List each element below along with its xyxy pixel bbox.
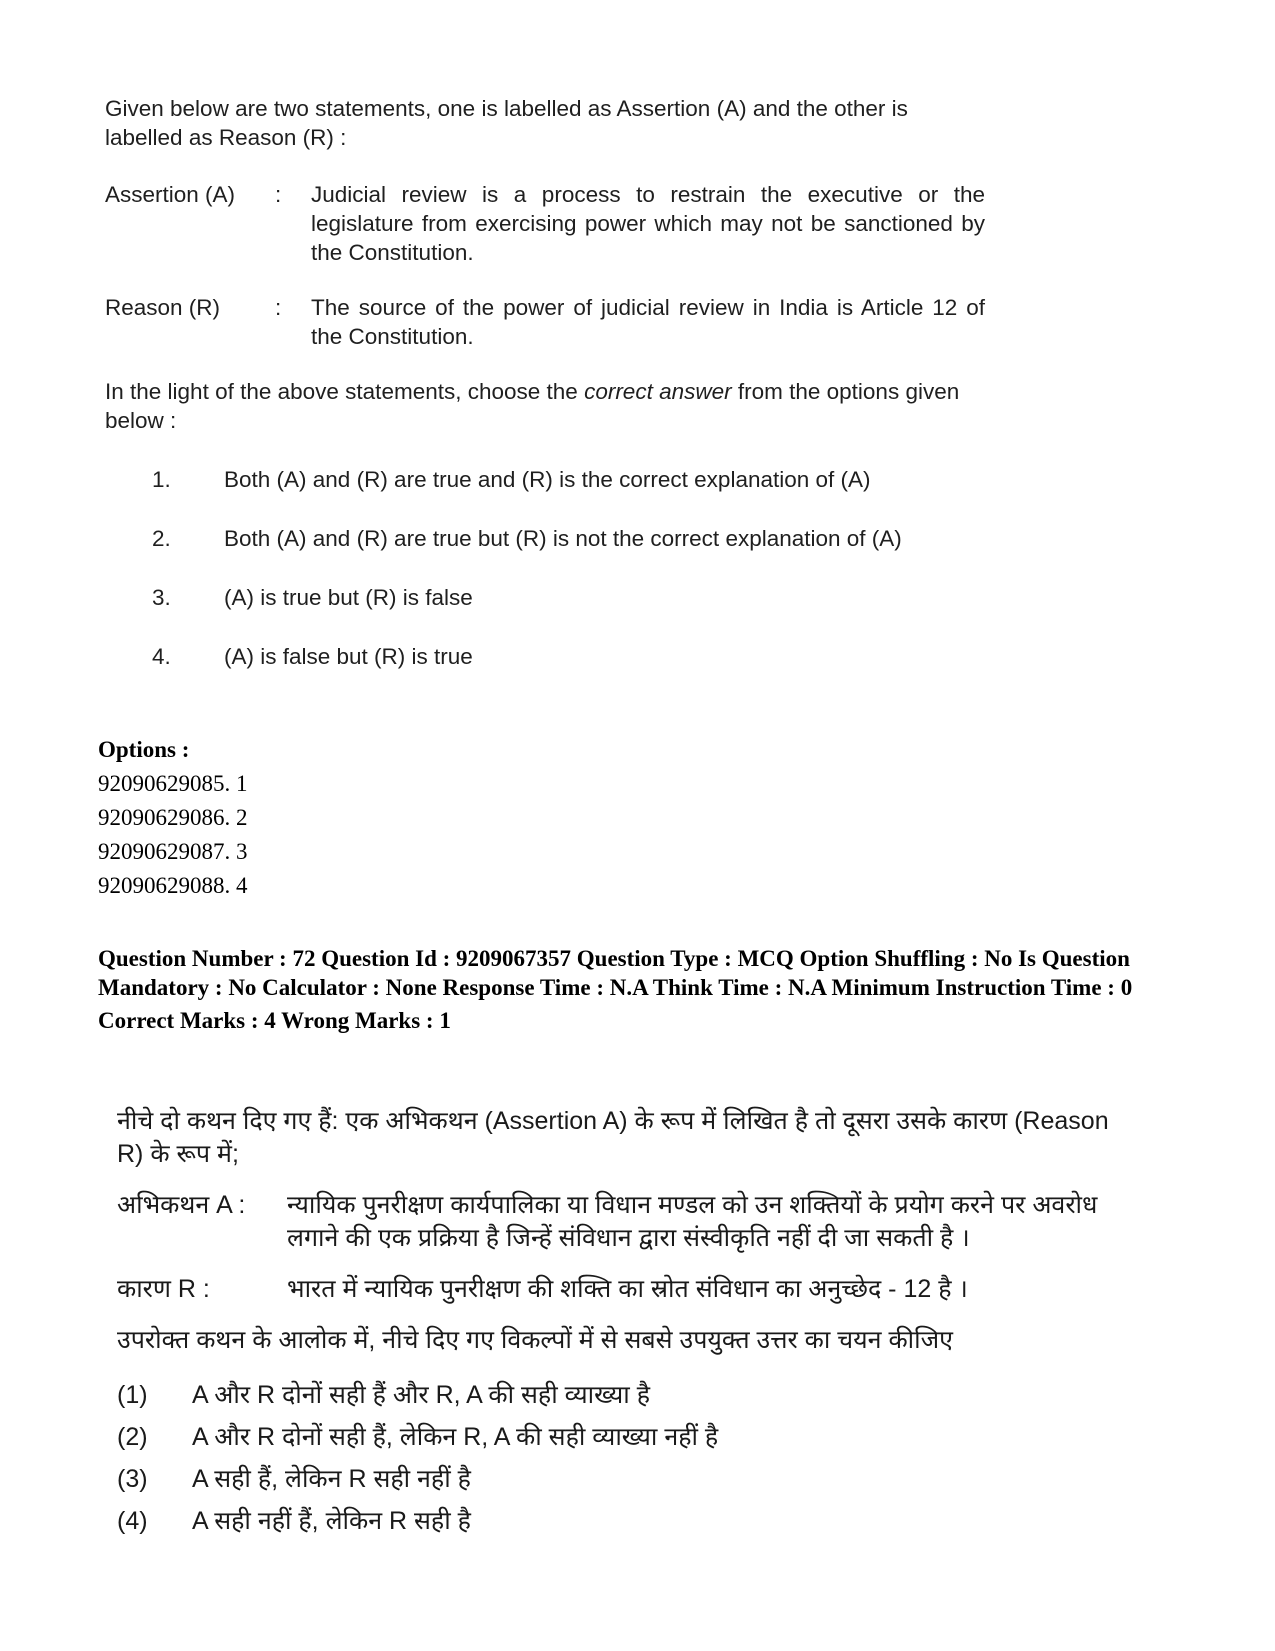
assertion-text: Judicial review is a process to restrain the executive or the legislature from exercising power which may not be sanctioned by the Constitution. xyxy=(311,182,985,265)
hindi-assertion xyxy=(117,1189,1117,1255)
option-number: 2. xyxy=(152,526,171,551)
option-id-item: 92090629085. 1 xyxy=(98,771,248,796)
choose-after: from the options given below : xyxy=(105,379,960,433)
hindi-option-number: (3) xyxy=(117,1465,148,1493)
answer-option-2 xyxy=(105,524,985,583)
choose-instruction xyxy=(105,377,985,435)
answer-option-4 xyxy=(105,642,985,701)
option-id-item: 92090629087. 3 xyxy=(98,839,248,864)
question-meta xyxy=(98,945,1138,1036)
hindi-choose-instruction: उपरोक्त कथन के आलोक में, नीचे दिए गए विकल्पों में से सबसे उपयुक्त उत्तर का चयन कीजिए xyxy=(117,1326,954,1354)
hindi-option-4 xyxy=(117,1505,1117,1547)
option-number: 1. xyxy=(152,467,171,492)
hindi-option-text: A सही नहीं हैं, लेकिन R सही है xyxy=(192,1507,471,1535)
question-hindi xyxy=(117,1105,1117,1547)
assertion-label: Assertion (A) xyxy=(105,182,236,207)
hindi-option-2 xyxy=(117,1421,1117,1463)
option-text: (A) is true but (R) is false xyxy=(224,585,473,610)
option-number: 3. xyxy=(152,585,171,610)
reason-colon: : xyxy=(275,295,282,320)
hindi-reason-text: भारत में न्यायिक पुनरीक्षण की शक्ति का स्रोत संविधान का अनुच्छेद - 12 है । xyxy=(287,1275,968,1303)
reason-statement xyxy=(105,293,985,351)
hindi-intro: नीचे दो कथन दिए गए हैं: एक अभिकथन (Assertion A) के रूप में लिखित है तो दूसरा उसके कारण (Reason R) के रूप में; xyxy=(117,1107,1109,1168)
hindi-assertion-text: न्यायिक पुनरीक्षण कार्यपालिका या विधान मण्डल को उन शक्तियों के प्रयोग करने पर अवरोध लगाने की एक प्रक्रिया है जिन्हें संविधान द्वारा संस्वीकृति नहीं दी जा सकती है । xyxy=(287,1191,1098,1252)
assertion-statement xyxy=(105,180,985,267)
answer-option-1 xyxy=(105,465,985,524)
marks-line: Correct Marks : 4 Wrong Marks : 1 xyxy=(98,1008,451,1033)
hindi-reason-label: कारण R : xyxy=(117,1275,210,1303)
option-text: (A) is false but (R) is true xyxy=(224,644,473,669)
options-list xyxy=(98,733,248,903)
hindi-option-number: (1) xyxy=(117,1381,148,1409)
option-number: 4. xyxy=(152,644,171,669)
option-text: Both (A) and (R) are true but (R) is not the correct explanation of (A) xyxy=(224,526,902,551)
reason-label: Reason (R) xyxy=(105,295,221,320)
option-id-item: 92090629086. 2 xyxy=(98,805,248,830)
choose-emphasis: correct answer xyxy=(584,379,732,404)
hindi-option-3 xyxy=(117,1463,1117,1505)
hindi-assertion-label: अभिकथन A : xyxy=(117,1191,246,1219)
option-text: Both (A) and (R) are true and (R) is the correct explanation of (A) xyxy=(224,467,871,492)
reason-text: The source of the power of judicial review in India is Article 12 of the Constitution. xyxy=(311,295,985,349)
question-meta-line: Question Number : 72 Question Id : 9209067357 Question Type : MCQ Option Shuffling : No Is Question Mandatory : No Calculator : None Response Time : N.A Think Time : N.A Minimum Instruction Time : 0 xyxy=(98,946,1133,1000)
question-intro: Given below are two statements, one is labelled as Assertion (A) and the other is labelled as Reason (R) : xyxy=(105,96,908,150)
hindi-option-number: (2) xyxy=(117,1423,148,1451)
hindi-option-number: (4) xyxy=(117,1507,148,1535)
hindi-option-text: A सही हैं, लेकिन R सही नहीं है xyxy=(192,1465,471,1493)
option-id-item: 92090629088. 4 xyxy=(98,873,248,898)
hindi-reason xyxy=(117,1273,1117,1306)
choose-before: In the light of the above statements, choose the xyxy=(105,379,585,404)
options-heading: Options : xyxy=(98,737,190,762)
hindi-option-text: A और R दोनों सही हैं और R, A की सही व्याख्या है xyxy=(192,1381,650,1409)
answer-option-3 xyxy=(105,583,985,642)
hindi-option-1 xyxy=(117,1379,1117,1421)
hindi-option-text: A और R दोनों सही हैं, लेकिन R, A की सही व्याख्या नहीं है xyxy=(192,1423,719,1451)
question-english xyxy=(105,94,985,701)
assertion-colon: : xyxy=(275,182,282,207)
